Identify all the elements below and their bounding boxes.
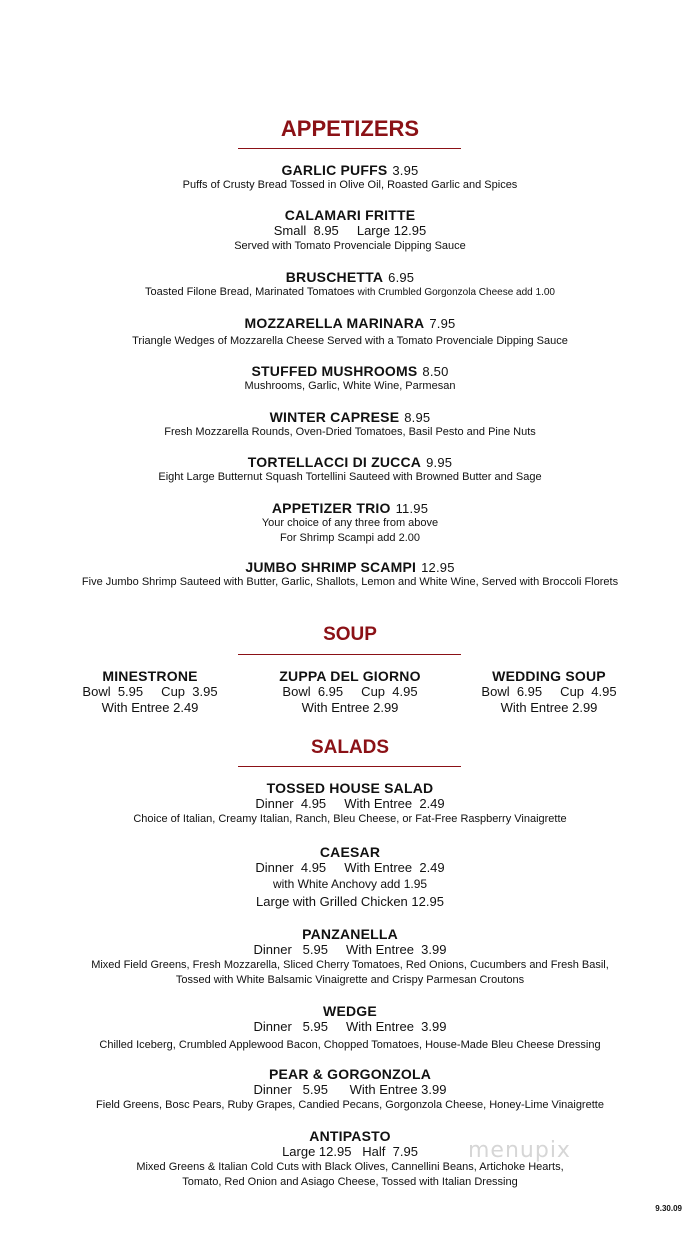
- item-description: Puffs of Crusty Bread Tossed in Olive Oil, Roasted Garlic and Spices: [182, 179, 518, 191]
- item-price: 8.95: [404, 410, 431, 425]
- item-name: MOZZARELLA MARINARA: [244, 315, 425, 331]
- item-name: WINTER CAPRESE: [269, 409, 400, 425]
- menu-item: [0, 363, 700, 394]
- item-name: APPETIZER TRIO: [271, 500, 391, 516]
- item-description: Field Greens, Bosc Pears, Ruby Grapes, Candied Pecans, Gorgonzola Cheese, Honey-Lime Vinaigrette: [96, 1099, 604, 1111]
- salads-divider: [238, 766, 461, 767]
- item-name: CAESAR: [319, 844, 381, 860]
- item-prices: Large 12.95 Half 7.95: [282, 1144, 418, 1159]
- item-name: CALAMARI FRITTE: [284, 207, 416, 223]
- item-description: Toasted Filone Bread, Marinated Tomatoes: [145, 286, 355, 298]
- item-price: 8.50: [422, 364, 449, 379]
- item-name: TOSSED HOUSE SALAD: [266, 780, 434, 796]
- item-description: Eight Large Butternut Squash Tortellini Sauteed with Browned Butter and Sage: [158, 471, 542, 483]
- item-description: Chilled Iceberg, Crumbled Applewood Bacon, Chopped Tomatoes, House-Made Bleu Cheese Dressing: [99, 1039, 601, 1051]
- item-price: 3.95: [392, 163, 419, 178]
- item-name: ANTIPASTO: [309, 1128, 391, 1144]
- item-description: Your choice of any three from above: [261, 517, 439, 529]
- item-addon: with White Anchovy add 1.95: [272, 877, 428, 891]
- salads-title: SALADS: [310, 737, 390, 758]
- menupix-watermark: menupix: [468, 1138, 571, 1163]
- item-prices: Dinner 5.95 With Entree 3.99: [253, 942, 447, 957]
- item-entree-price: With Entree 2.49: [101, 700, 199, 715]
- item-prices: Bowl 6.95 Cup 4.95: [481, 684, 617, 699]
- item-price: 9.95: [426, 455, 453, 470]
- menu-item: [0, 780, 700, 827]
- item-prices: Dinner 4.95 With Entree 2.49: [255, 796, 445, 811]
- item-name: BRUSCHETTA: [285, 269, 384, 285]
- menu-item: [0, 844, 700, 910]
- menu-item: [0, 269, 700, 300]
- item-description: Choice of Italian, Creamy Italian, Ranch, Bleu Cheese, or Fat-Free Raspberry Vinaigrette: [133, 813, 567, 825]
- menu-item: [0, 409, 700, 440]
- item-description: Mushrooms, Garlic, White Wine, Parmesan: [244, 380, 456, 392]
- item-name: WEDDING SOUP: [492, 668, 606, 684]
- item-prices: Bowl 5.95 Cup 3.95: [82, 684, 218, 699]
- item-addon: with Crumbled Gorgonzola Cheese add 1.00: [357, 287, 555, 298]
- appetizers-divider: [238, 148, 461, 149]
- item-description-2: Tomato, Red Onion and Asiago Cheese, Tossed with Italian Dressing: [182, 1176, 518, 1188]
- menu-item: [0, 162, 700, 193]
- item-name: STUFFED MUSHROOMS: [251, 363, 418, 379]
- item-description-2: Tossed with White Balsamic Vinaigrette and Crispy Parmesan Croutons: [175, 974, 525, 986]
- item-price: 11.95: [395, 501, 429, 516]
- item-description: Triangle Wedges of Mozzarella Cheese Served with a Tomato Provenciale Dipping Sauce: [132, 335, 568, 347]
- item-name: PEAR & GORGONZOLA: [268, 1066, 432, 1082]
- item-description: Five Jumbo Shrimp Sauteed with Butter, Garlic, Shallots, Lemon and White Wine, Served with Broccoli Florets: [81, 576, 619, 588]
- menu-date: 9.30.09: [655, 1204, 682, 1213]
- item-description: Served with Tomato Provenciale Dipping Sauce: [234, 240, 466, 252]
- item-large-option: Large with Grilled Chicken 12.95: [256, 894, 444, 909]
- menu-item: [0, 926, 700, 988]
- item-name: JUMBO SHRIMP SCAMPI: [245, 559, 417, 575]
- item-name: WEDGE: [323, 1003, 377, 1019]
- menu-item: [0, 315, 700, 349]
- item-name: PANZANELLA: [302, 926, 398, 942]
- item-description: Mixed Field Greens, Fresh Mozzarella, Sliced Cherry Tomatoes, Red Onions, Cucumbers and Fresh Basil,: [91, 959, 609, 971]
- menu-item: [0, 1128, 700, 1190]
- soup-item: [40, 668, 260, 716]
- item-description: Fresh Mozzarella Rounds, Oven-Dried Tomatoes, Basil Pesto and Pine Nuts: [164, 426, 536, 438]
- menu-item: [0, 207, 700, 254]
- appetizers-title: APPETIZERS: [280, 116, 420, 141]
- item-prices: Dinner 5.95 With Entree 3.99: [253, 1082, 447, 1097]
- item-price: 7.95: [429, 316, 456, 331]
- item-name: TORTELLACCI DI ZUCCA: [247, 454, 422, 470]
- item-name: MINESTRONE: [102, 668, 198, 684]
- menu-item: [0, 1066, 700, 1113]
- menu-item: [0, 500, 700, 546]
- item-addon: For Shrimp Scampi add 2.00: [279, 532, 420, 544]
- item-prices: Dinner 5.95 With Entree 3.99: [253, 1019, 447, 1034]
- soup-item: [240, 668, 460, 716]
- item-entree-price: With Entree 2.99: [301, 700, 399, 715]
- item-name: ZUPPA DEL GIORNO: [279, 668, 421, 684]
- item-price: 12.95: [421, 560, 455, 575]
- item-price: 6.95: [388, 270, 415, 285]
- soup-title: SOUP: [323, 624, 377, 645]
- menu-item: [0, 1003, 700, 1053]
- menu-item: [0, 454, 700, 485]
- item-prices: Dinner 4.95 With Entree 2.49: [255, 860, 445, 875]
- soup-item: [439, 668, 659, 716]
- item-prices: Bowl 6.95 Cup 4.95: [282, 684, 418, 699]
- item-description: Mixed Greens & Italian Cold Cuts with Black Olives, Cannellini Beans, Artichoke Hearts,: [136, 1161, 564, 1173]
- menu-item: [0, 559, 700, 590]
- soup-divider: [238, 654, 461, 655]
- item-sizes: Small 8.95 Large 12.95: [273, 223, 427, 238]
- item-name: GARLIC PUFFS: [281, 162, 388, 178]
- item-entree-price: With Entree 2.99: [500, 700, 598, 715]
